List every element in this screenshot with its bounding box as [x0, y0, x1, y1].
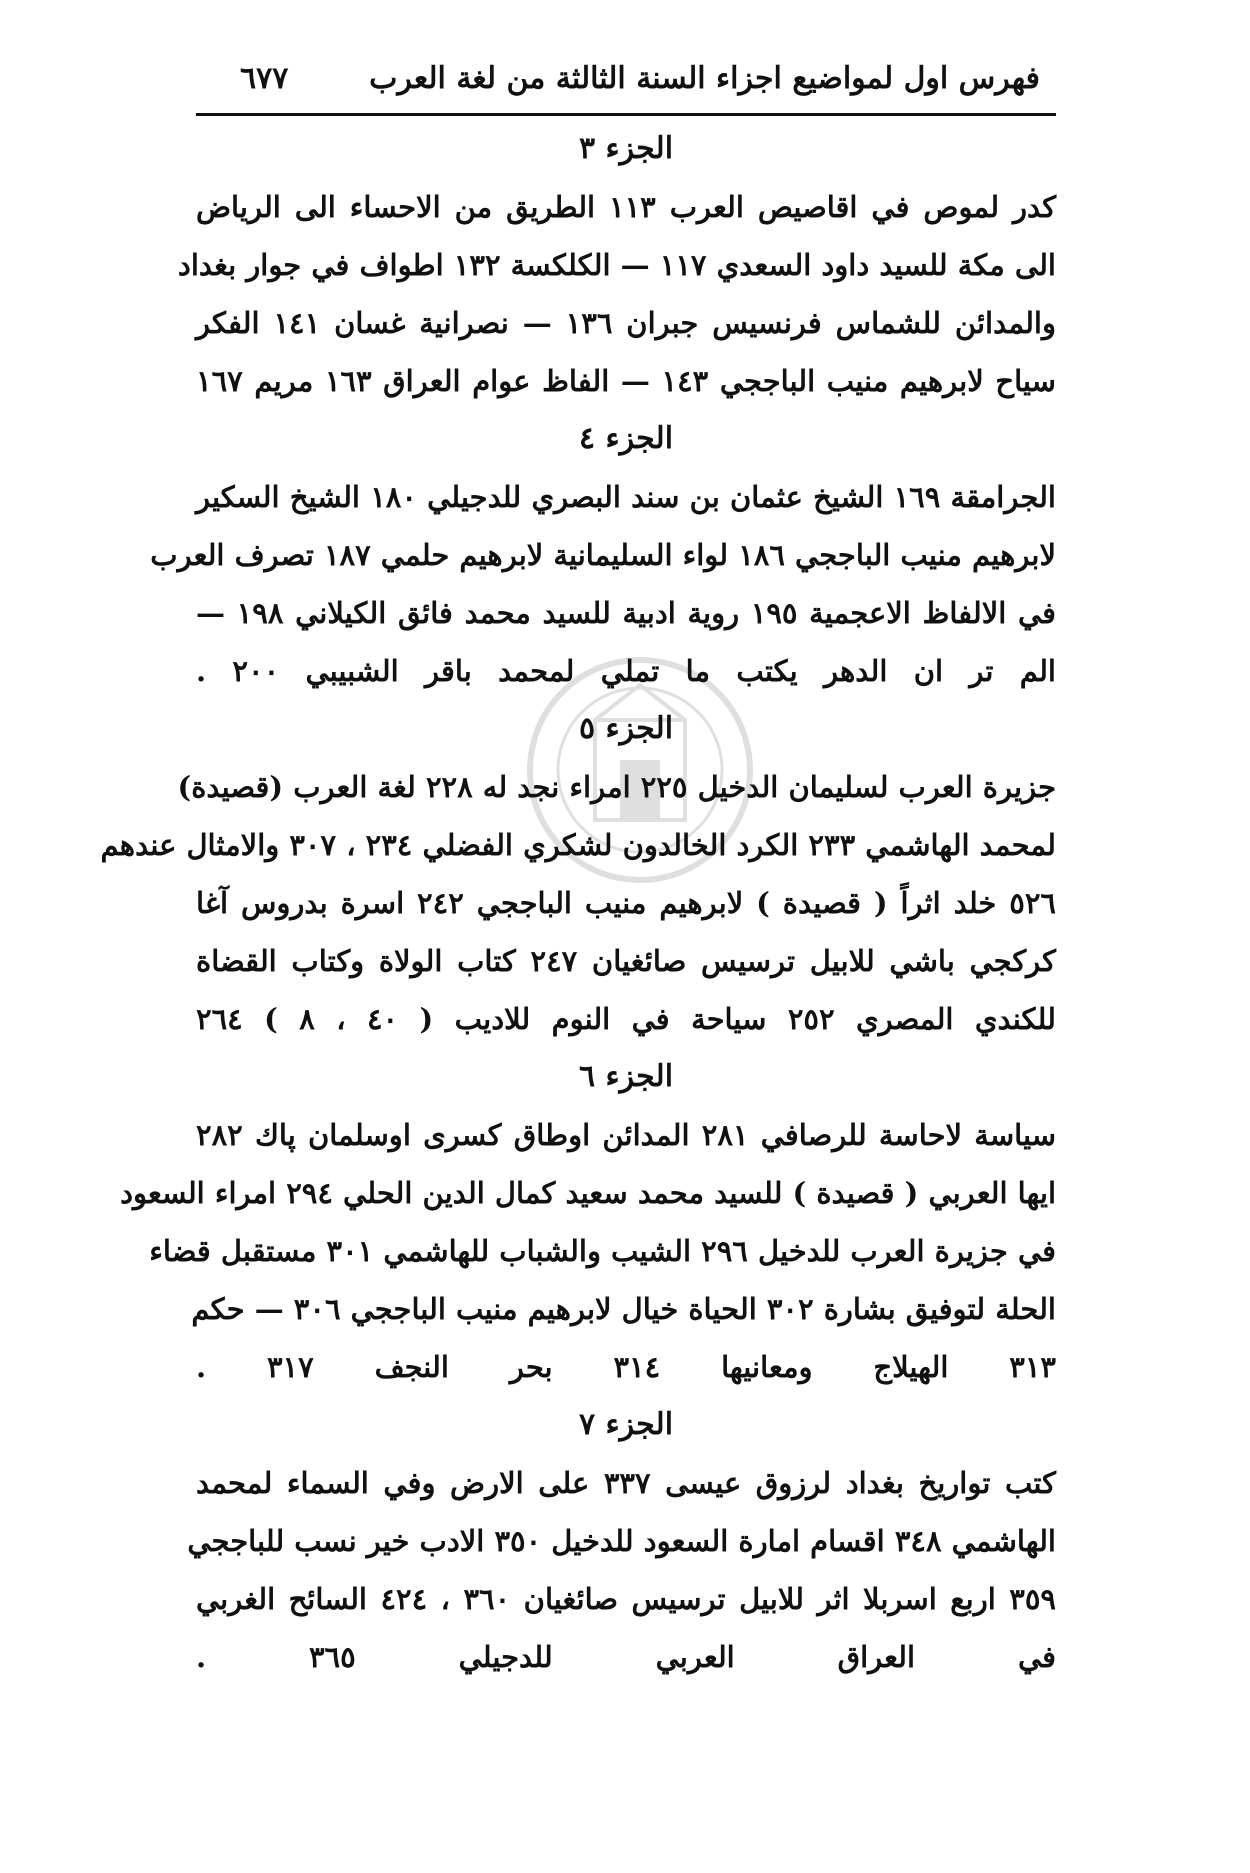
index-content [100, 120, 1057, 1686]
index-line: الم تر ان الدهر يكتب ما تملي لمحمد باقر الشبيبي ٢٠٠ . [196, 654, 1056, 688]
header-rule [196, 113, 1056, 116]
section-part-3 [177, 120, 1056, 410]
index-line: في جزيرة العرب للدخيل ٢٩٦ الشيب والشباب للهاشمي ٣٠١ مستقبل قضاء [149, 1234, 1056, 1268]
index-line: في العراق العربي للدجيلي ٣٦٥ . [196, 1640, 1056, 1674]
index-line: كتب تواريخ بغداد لرزوق عيسى ٣٣٧ على الارض وفي السماء لمحمد [196, 1466, 1056, 1500]
index-line: ٣١٣ الهيلاج ومعانيها ٣١٤ بحر النجف ٣١٧ . [196, 1350, 1056, 1384]
page-header [240, 48, 1040, 108]
index-line: سياسة لاحاسة للرصافي ٢٨١ المدائن اوطاق كسرى اوسلمان پاك ٢٨٢ [196, 1118, 1056, 1152]
index-line: كدر لموص في اقاصيص العرب ١١٣ الطريق من الاحساء الى الرياض [196, 190, 1056, 224]
index-line: الحلة لتوفيق بشارة ٣٠٢ الحياة خيال لابرهيم منيب الباججي ٣٠٦ — حكم [191, 1292, 1056, 1326]
section-part-6 [120, 1048, 1056, 1396]
index-line: ٣٥٩ اربع اسربلا اثر للابيل ترسيس صائغيان ٣٦٠ ، ٤٢٤ السائح الغربي [196, 1582, 1056, 1616]
section-part-7 [187, 1396, 1056, 1686]
index-line: في الالفاظ الاعجمية ١٩٥ روية ادبية للسيد محمد فائق الكيلاني ١٩٨ — [196, 596, 1056, 630]
section-heading: الجزء ٥ [578, 711, 674, 746]
index-line: ايها العربي ( قصيدة ) للسيد محمد سعيد كمال الدين الحلي ٢٩٤ امراء السعود [120, 1176, 1056, 1210]
page-number: ٦٧٧ [240, 60, 289, 96]
index-line: الجرامقة ١٦٩ الشيخ عثمان بن سند البصري للدجيلي ١٨٠ الشيخ السكير [196, 480, 1056, 514]
section-heading: الجزء ٤ [578, 421, 674, 456]
section-heading: الجزء ٧ [578, 1407, 674, 1442]
section-part-5 [100, 700, 1057, 1048]
running-title: فهرس اول لمواضيع اجزاء السنة الثالثة من لغة العرب [369, 60, 1040, 96]
index-line: الهاشمي ٣٤٨ اقسام امارة السعود للدخيل ٣٥٠ الادب خير نسب للباججي [187, 1524, 1056, 1558]
index-line: للكندي المصري ٢٥٢ سياحة في النوم للاديب ( ٤٠ ، ٨ ) ٢٦٤ [196, 1002, 1056, 1036]
index-line: الى مكة للسيد داود السعدي ١١٧ — الكلكسة ١٣٢ اطواف في جوار بغداد [177, 248, 1056, 282]
index-line: ٥٢٦ خلد اثراً ( قصيدة ) لابرهيم منيب الباججي ٢٤٢ اسرة بدروس آغا [196, 886, 1057, 920]
index-line: والمدائن للشماس فرنسيس جبران ١٣٦ — نصرانية غسان ١٤١ الفكر [196, 306, 1056, 340]
section-heading: الجزء ٣ [578, 131, 674, 166]
section-part-4 [150, 410, 1056, 700]
section-heading: الجزء ٦ [578, 1059, 674, 1094]
index-line: سياح لابرهيم منيب الباججي ١٤٣ — الفاظ عوام العراق ١٦٣ مريم ١٦٧ [196, 364, 1056, 398]
index-line: لابرهيم منيب الباججي ١٨٦ لواء السليمانية لابرهيم حلمي ١٨٧ تصرف العرب [150, 538, 1056, 572]
index-line: كركجي باشي للابيل ترسيس صائغيان ٢٤٧ كتاب الولاة وكتاب القضاة [196, 944, 1056, 978]
index-line: لمحمد الهاشمي ٢٣٣ الكرد الخالدون لشكري الفضلي ٢٣٤ ، ٣٠٧ والامثال عندهم [100, 828, 1056, 862]
index-line: جزيرة العرب لسليمان الدخيل ٢٢٥ امراء نجد له ٢٢٨ لغة العرب (قصيدة) [177, 770, 1056, 804]
